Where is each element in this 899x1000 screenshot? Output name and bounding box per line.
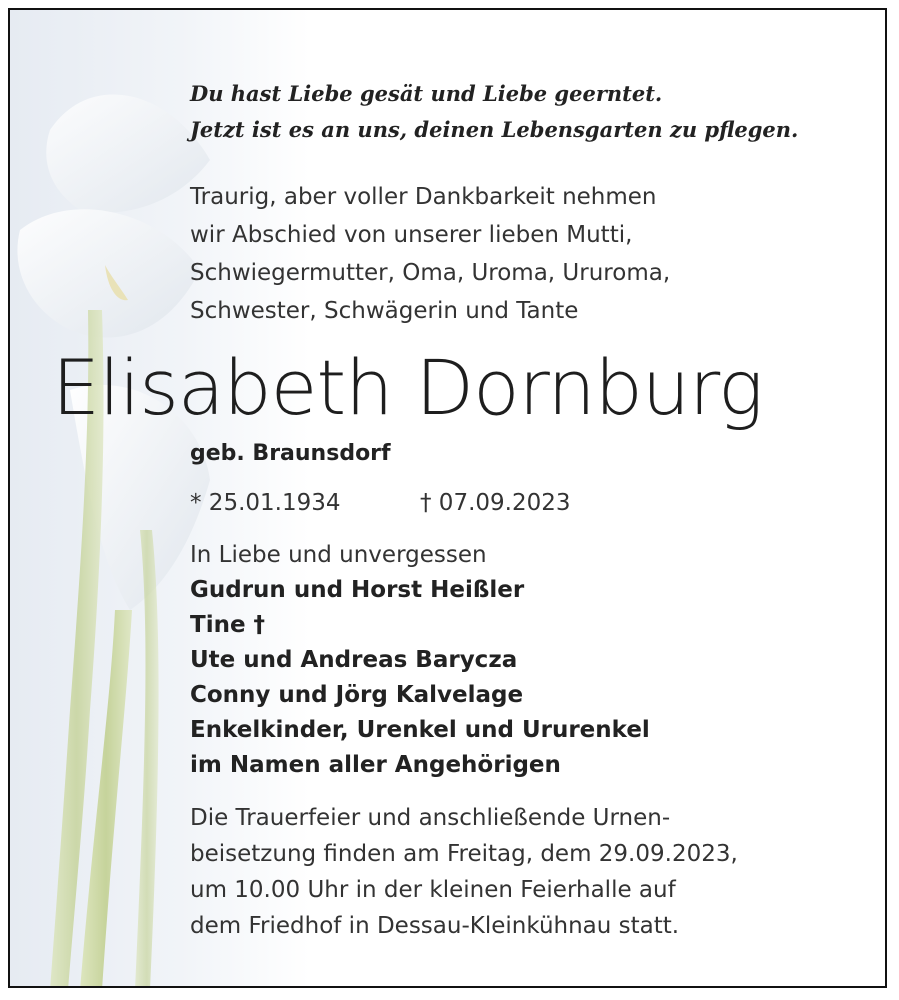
intro-line: Schwiegermutter, Oma, Uroma, Ururoma, [190,260,671,286]
motto-line: Jetzt ist es an uns, deinen Lebensgarten zu pflegen. [190,117,799,142]
intro-text [190,178,870,330]
mourner-name: Ute und Andreas Barycza [190,647,518,673]
death-date: † 07.09.2023 [420,490,571,516]
funeral-line: dem Friedhof in Dessau-Kleinkühnau statt. [190,913,680,939]
mourner-name: Tine † [190,612,266,638]
intro-line: wir Abschied von unserer lieben Mutti, [190,222,633,248]
mourner-name: Enkelkinder, Urenkel und Ururenkel [190,717,650,743]
birth-date: * 25.01.1934 [190,490,341,516]
deceased-name: Elisabeth Dornburg [52,343,763,432]
mourner-name: Gudrun und Horst Heißler [190,577,525,603]
intro-line: Schwester, Schwägerin und Tante [190,298,579,324]
birth-name: geb. Braunsdorf [190,441,391,466]
funeral-line: um 10.00 Uhr in der kleinen Feierhalle auf [190,877,676,903]
mourners-list [190,538,870,783]
motto-line: Du hast Liebe gesät und Liebe geerntet. [190,81,663,106]
mourner-name: Conny und Jörg Kalvelage [190,682,524,708]
obituary-frame [8,8,887,988]
funeral-line: Die Trauerfeier und anschließende Urnen- [190,805,671,831]
intro-line: Traurig, aber voller Dankbarkeit nehmen [190,184,657,210]
mourners-lead: In Liebe und unvergessen [190,542,487,568]
funeral-line: beisetzung finden am Freitag, dem 29.09.2023, [190,841,738,867]
life-dates [190,486,790,520]
funeral-notice [190,800,880,944]
motto [190,76,870,148]
mourner-name: im Namen aller Angehörigen [190,752,561,778]
